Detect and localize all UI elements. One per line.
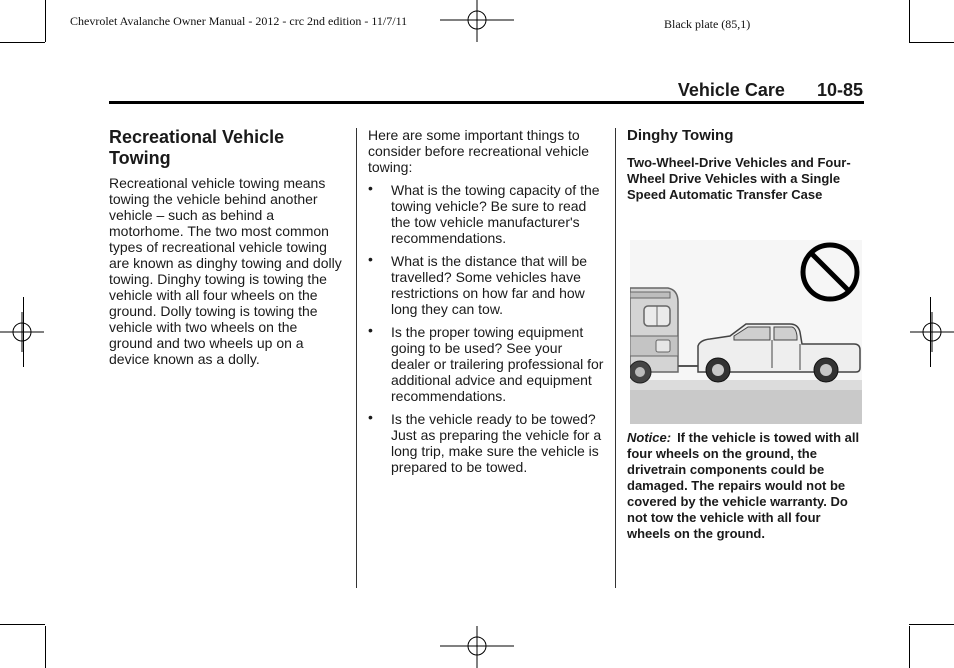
registration-mark-icon [440, 626, 514, 668]
registration-mark-icon [910, 312, 954, 352]
towing-prohibited-illustration [630, 240, 862, 424]
list-item-text: What is the distance that will be travelled? Some vehicles have restrictions on how far and how long they can tow. [391, 253, 588, 317]
crop-mark [909, 42, 954, 43]
column-divider [356, 128, 357, 588]
plate-info-right: Black plate (85,1) [664, 17, 751, 31]
crop-mark [45, 626, 46, 668]
running-header [678, 80, 863, 101]
header-rule [109, 101, 864, 104]
crop-mark [909, 626, 910, 668]
column-2 [368, 127, 604, 482]
considerations-list [368, 182, 604, 475]
list-item [368, 324, 604, 404]
column-divider [615, 128, 616, 588]
crop-mark [45, 0, 46, 42]
vehicle-type-heading: Two-Wheel-Drive Vehicles and Four-Wheel Drive Vehicles with a Single Speed Automatic Transfer Case [627, 155, 851, 202]
considerations-intro: Here are some important things to consider before recreational vehicle towing: [368, 127, 590, 175]
crop-mark [909, 624, 954, 625]
list-item-text: Is the proper towing equipment going to be used? See your dealer or trailering professional for additional advice and equipment recommendations. [391, 324, 604, 404]
subsection-heading: Dinghy Towing [627, 127, 734, 144]
list-item [368, 182, 604, 246]
plate-info-left: Chevrolet Avalanche Owner Manual - 2012 - crc 2nd edition - 11/7/11 [70, 14, 408, 28]
section-title: Vehicle Care [677, 80, 785, 100]
list-item [368, 253, 604, 317]
notice-label: Notice: [627, 430, 672, 445]
crop-mark [0, 42, 45, 43]
bullet-icon: • [368, 409, 373, 425]
section-heading: Recreational Vehicle Towing [109, 127, 285, 168]
list-item [368, 411, 604, 475]
notice-text: If the vehicle is towed with all four wheels on the ground, the drivetrain components could be damaged. The repairs would not be covered by the vehicle warranty. Do not tow the vehicle with all four wheels on the ground. [627, 430, 860, 541]
registration-mark-icon [440, 0, 514, 42]
bullet-icon: • [368, 322, 373, 338]
bullet-icon: • [368, 180, 373, 196]
intro-paragraph: Recreational vehicle towing means towing the vehicle behind another vehicle – such as behind a motorhome. The two most common types of recreational vehicle towing are known as dinghy towing and dolly towing. Dinghy towing is towing the vehicle with all four wheels on the ground. Dolly towing is towing the vehicle with two wheels on the ground and two wheels up on a device known as a dolly. [109, 175, 342, 367]
page-number: 10-85 [816, 80, 863, 100]
crop-mark [0, 624, 45, 625]
dinghy-towing-illustration [630, 240, 862, 424]
list-item-text: What is the towing capacity of the towing vehicle? Be sure to read the tow vehicle manufacturer's recommendations. [391, 182, 600, 246]
bullet-icon: • [368, 251, 373, 267]
column-1 [109, 127, 344, 367]
crop-mark [909, 0, 910, 42]
column-3 [627, 127, 863, 203]
notice-paragraph [627, 430, 863, 542]
list-item-text: Is the vehicle ready to be towed? Just as preparing the vehicle for a long trip, make sure the vehicle is prepared to be towed. [391, 411, 602, 475]
notice-block [627, 430, 863, 542]
registration-mark-icon [0, 312, 44, 352]
